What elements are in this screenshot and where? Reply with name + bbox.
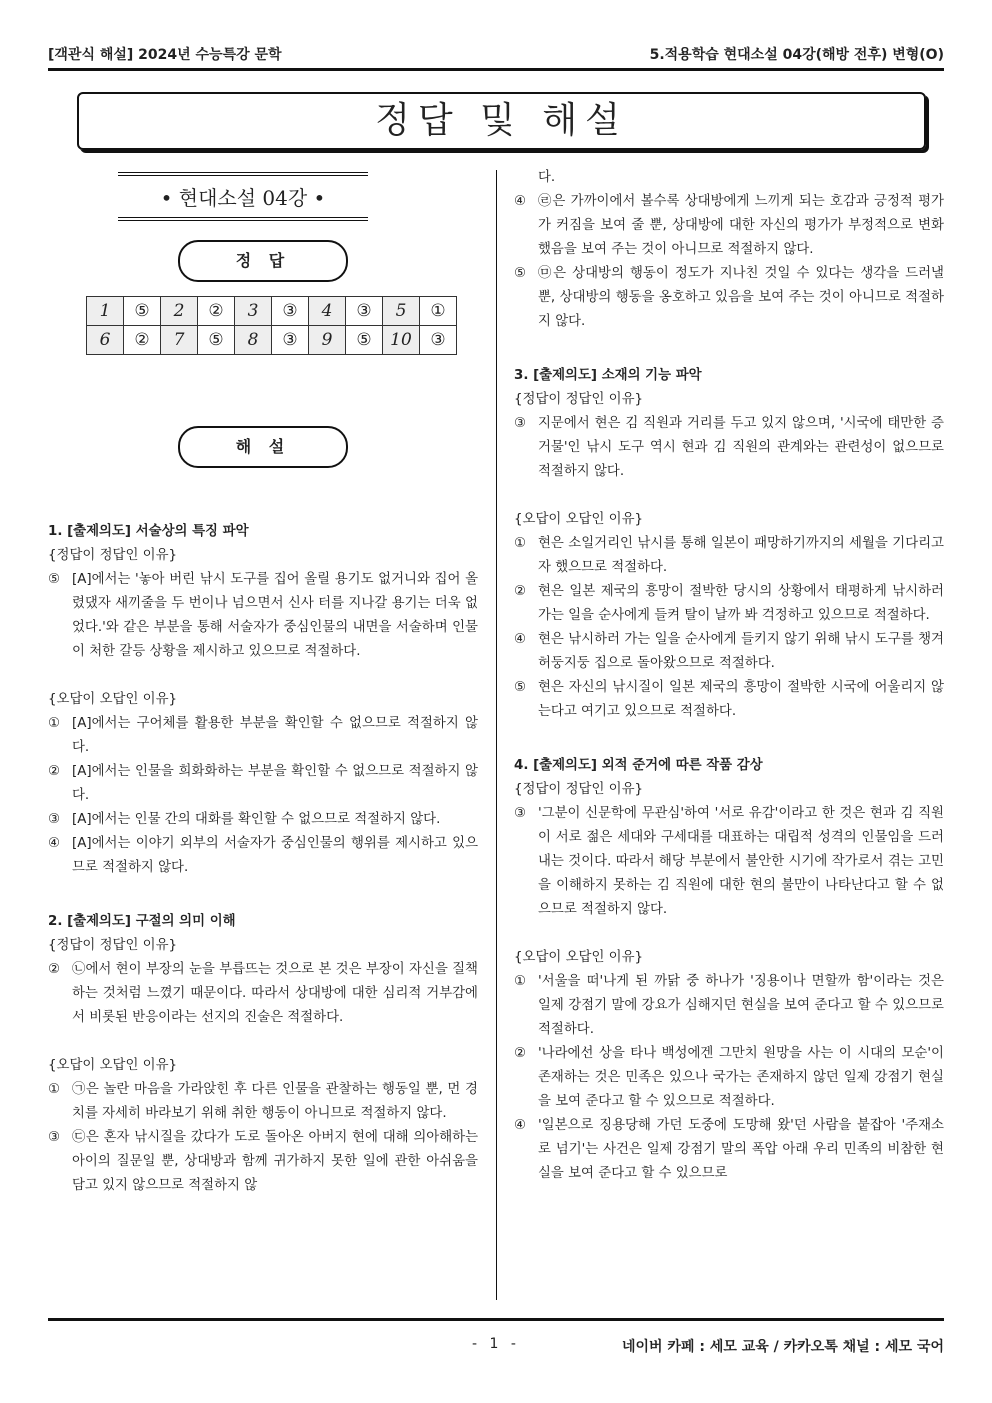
choice-mark: ③ (514, 416, 527, 431)
page-footer (48, 1336, 944, 1358)
explanation-text: 현은 소일거리인 낚시를 통해 일본이 패망하기까지의 세월을 기다리고자 했으므로 적절하다. (538, 536, 944, 575)
explanation-text: 현은 자신의 낚시질이 일본 제국의 흥망이 절박한 시국에 어울리지 않는다고 여기고 있으므로 적절하다. (538, 680, 944, 719)
q1-wrong-label: {오답이 오답인 이유} (48, 692, 178, 707)
explanation-text: '서울을 떠'나게 된 까닭 중 하나가 '징용이나 면할까 함'이라는 것은 일제 강점기 말에 강요가 심해지던 현실을 보여 준다고 할 수 있으므로 적절하다. (538, 974, 944, 1037)
answer-value: ② (124, 326, 161, 355)
explanation-text: 다. (538, 170, 556, 185)
q2-title: 2. [출제의도] 구절의 의미 이해 (48, 914, 236, 929)
explain-label: 해 설 (178, 426, 348, 468)
q4-right-label: {정답이 정답인 이유} (514, 782, 644, 797)
choice-mark: ② (514, 1046, 527, 1061)
explanation-text: [A]에서는 인물을 희화화하는 부분을 확인할 수 없으므로 적절하지 않다. (72, 764, 478, 803)
explanation-text: ㉠은 놀란 마음을 가라앉힌 후 다른 인물을 관찰하는 행동일 뿐, 먼 경치를 자세히 바라보기 위해 취한 행동이 아니므로 적절하지 않다. (72, 1082, 478, 1121)
explanation-text: 현은 일본 제국의 흥망이 절박한 당시의 상황에서 태평하게 낚시하러 가는 일을 순사에게 들켜 탈이 날까 봐 걱정하고 있으므로 적절하다. (538, 584, 944, 623)
explanation-text: 현은 낚시하러 가는 일을 순사에게 들키지 않기 위해 낚시 도구를 챙겨 허둥지둥 집으로 돌아왔으므로 적절하다. (538, 632, 944, 671)
explanation-item (514, 970, 944, 1042)
explanation-item (514, 1042, 944, 1114)
answer-value: ① (420, 297, 457, 326)
footer-channel: 네이버 카페 : 세모 교육 / 카카오톡 채널 : 세모 국어 (621, 1339, 944, 1355)
page-number: - 1 - (472, 1336, 520, 1352)
question-number: 8 (235, 326, 272, 355)
q4-wrong-label: {오답이 오답인 이유} (514, 950, 644, 965)
question-number: 6 (87, 326, 124, 355)
explanation-text: ㉢은 혼자 낚시질을 갔다가 도로 돌아온 아버지 현에 대해 의아해하는 아이의 질문일 뿐, 상대방과 함께 귀가하지 못한 일에 관한 아쉬움을 담고 있지 않으므로 적절하지 않 (72, 1130, 478, 1193)
explanation-text: [A]에서는 인물 간의 대화를 확인할 수 없으므로 적절하지 않다. (72, 812, 441, 827)
explanation-text: '나라에선 상을 타나 백성에겐 그만치 원망을 사는 이 시대의 모순'이 존재하는 것은 민족은 있으나 국가는 존재하지 않던 일제 강점기 현실을 보여 준다고 할 수 있으므로 적절하다. (538, 1046, 944, 1109)
explanation-item (48, 808, 478, 832)
bottom-rule (48, 1318, 944, 1321)
answer-value: ③ (272, 297, 309, 326)
page-header (48, 44, 944, 64)
question-number: 4 (309, 297, 346, 326)
q3-title: 3. [출제의도] 소재의 기능 파악 (514, 368, 702, 383)
question-number: 3 (235, 297, 272, 326)
explanation-text: ㉡에서 현이 부장의 눈을 부릅뜨는 것으로 본 것은 부장이 자신을 질책하는 것처럼 느꼈기 때문이다. 따라서 상대방에 대한 심리적 거부감에서 비롯된 반응이라는 선지의 진술은 적절하다. (72, 962, 478, 1025)
column-divider (496, 170, 497, 1300)
q2-right-label: {정답이 정답인 이유} (48, 938, 178, 953)
answer-table (86, 296, 457, 355)
header-right: 5.적용학습 현대소설 04강(해방 전후) 변형(O) (649, 47, 944, 63)
page-title: 정답 및 해설 (77, 92, 926, 150)
q1-title: 1. [출제의도] 서술상의 특징 파악 (48, 524, 249, 539)
question-number: 9 (309, 326, 346, 355)
answer-value: ③ (420, 326, 457, 355)
explanation-item (514, 802, 944, 922)
explanation-item (48, 1126, 478, 1198)
answer-label: 정 답 (178, 240, 348, 282)
explanation-item (514, 190, 944, 262)
answer-row (87, 326, 457, 355)
explanation-item (514, 1114, 944, 1186)
choice-mark: ④ (514, 194, 527, 209)
explanation-item (48, 832, 478, 880)
answer-value: ⑤ (124, 297, 161, 326)
q3-right-label: {정답이 정답인 이유} (514, 392, 644, 407)
answer-value: ③ (272, 326, 309, 355)
choice-mark: ① (514, 536, 527, 551)
choice-mark: ① (48, 716, 61, 731)
header-left: [객관식 해설] 2024년 수능특강 문학 (48, 47, 282, 63)
right-column (514, 166, 944, 1186)
explanation-text: '일본으로 징용당해 가던 도중에 도망해 왔'던 사람을 붙잡아 '주재소로 넘기'는 사건은 일제 강점기 말의 폭압 아래 우리 민족의 비참한 현실을 보여 준다고 할 수 있으므로 (538, 1118, 944, 1181)
explanation-text: 지문에서 현은 김 직원과 거리를 두고 있지 않으며, '시국에 태만한 증거물'인 낚시 도구 역시 현과 김 직원의 관계와는 관련성이 없으므로 적절하지 않다. (538, 416, 944, 479)
explanation-item (514, 580, 944, 628)
choice-mark: ② (48, 764, 61, 779)
question-number: 5 (383, 297, 420, 326)
explanation-item (514, 628, 944, 676)
question-number: 10 (383, 326, 420, 355)
explanation-text: ㉣은 가까이에서 볼수록 상대방에게 느끼게 되는 호감과 긍정적 평가가 커짐을 보여 줄 뿐, 상대방에 대한 자신의 평가가 부정적으로 변화했음을 보여 주는 것이 아니므로 적절하지 않다. (538, 194, 944, 257)
answer-row (87, 297, 457, 326)
question-number: 7 (161, 326, 198, 355)
choice-mark: ⑤ (514, 266, 527, 281)
choice-mark: ⑤ (514, 680, 527, 695)
left-column (48, 520, 478, 1198)
q1-right-label: {정답이 정답인 이유} (48, 548, 178, 563)
explanation-item (514, 676, 944, 724)
explanation-text: ㉤은 상대방의 행동이 정도가 지나친 것일 수 있다는 생각을 드러낼 뿐, 상대방의 행동을 옹호하고 있음을 보여 주는 것이 아니므로 적절하지 않다. (538, 266, 944, 329)
choice-mark: ③ (514, 806, 527, 821)
question-number: 2 (161, 297, 198, 326)
choice-mark: ⑤ (48, 572, 61, 587)
explanation-text: '그분이 신문학에 무관심'하여 '서로 유감'이라고 한 것은 현과 김 직원이 서로 젊은 세대와 구세대를 대표하는 대립적 성격의 인물임을 드러내는 것이다. 따라서 해당 부분에서 불안한 시기에 작가로서 겪는 고민을 이해하지 못하는 김 직원에 대한 현의 불만이 나타난다고 할 수 없으므로 적절하지 않다. (538, 806, 944, 917)
choice-mark: ④ (48, 836, 61, 851)
answer-value: ⑤ (198, 326, 235, 355)
choice-mark: ③ (48, 812, 61, 827)
explanation-item (48, 958, 478, 1030)
q4-title: 4. [출제의도] 외적 준거에 따른 작품 감상 (514, 758, 763, 773)
explanation-item (514, 262, 944, 334)
explanation-text: [A]에서는 구어체를 활용한 부분을 확인할 수 없으므로 적절하지 않다. (72, 716, 478, 755)
explanation-item (514, 532, 944, 580)
choice-mark: ④ (514, 1118, 527, 1133)
choice-mark: ① (514, 974, 527, 989)
explanation-item (514, 412, 944, 484)
explanation-item (48, 1078, 478, 1126)
choice-mark: ② (514, 584, 527, 599)
choice-mark: ② (48, 962, 61, 977)
explanation-text: [A]에서는 '놓아 버린 낚시 도구를 집어 올릴 용기도 없거니와 집어 올렸댔자 새끼줄을 두 번이나 넘으면서 신사 터를 지나갈 용기는 더욱 없었다.'와 같은 부분을 통해 서술자가 중심인물의 내면을 서술하며 인물이 처한 갈등 상황을 제시하고 있으므로 적절하다. (72, 572, 478, 659)
question-number: 1 (87, 297, 124, 326)
choice-mark: ④ (514, 632, 527, 647)
continued-text (514, 166, 944, 190)
explanation-item (48, 760, 478, 808)
choice-mark: ① (48, 1082, 61, 1097)
answer-value: ⑤ (346, 326, 383, 355)
explanation-text: [A]에서는 이야기 외부의 서술자가 중심인물의 행위를 제시하고 있으므로 적절하지 않다. (72, 836, 478, 875)
explanation-item (48, 568, 478, 664)
choice-mark: ③ (48, 1130, 61, 1145)
q3-wrong-label: {오답이 오답인 이유} (514, 512, 644, 527)
answer-value: ② (198, 297, 235, 326)
top-rule (48, 68, 944, 71)
answer-value: ③ (346, 297, 383, 326)
section-subtitle: • 현대소설 04강 • (118, 172, 368, 221)
explanation-item (48, 712, 478, 760)
q2-wrong-label: {오답이 오답인 이유} (48, 1058, 178, 1073)
